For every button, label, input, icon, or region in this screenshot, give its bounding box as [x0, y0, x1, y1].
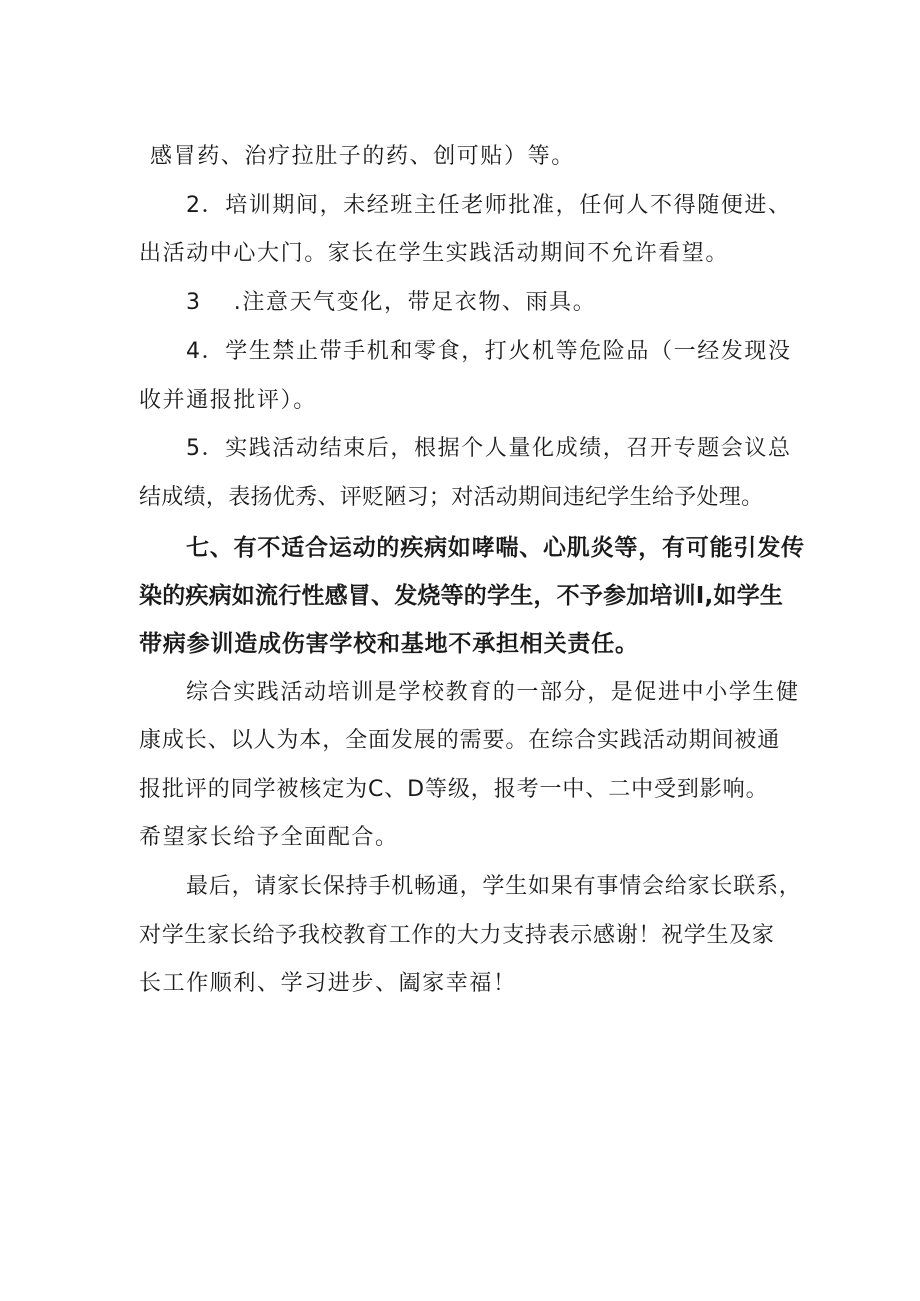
- paragraph-1-line-4: 希望家长给予全面配合。: [139, 825, 399, 850]
- list-item-3: 3 .注意天气变化，带足衣物、雨具。: [186, 290, 597, 315]
- paragraph-2-line-1: 最后，请家长保持手机畅通，学生如果有事情会给家长联系，: [186, 874, 802, 899]
- section-7-line-2: 染的疾病如流行性感冒、发烧等的学生，不予参加培训I,如学生: [139, 583, 784, 609]
- paragraph-2-line-3: 长工作顺利、学习进步、阖家幸福！: [139, 971, 517, 996]
- paragraph-1-line-2: 康成长、以人为本，全面发展的需要。在综合实践活动期间被通: [139, 728, 781, 753]
- list-item-2-line-2: 出活动中心大门。家长在学生实践活动期间不允许看望。: [139, 241, 730, 266]
- list-item-2-line-1: 2．培训期间，未经班主任老师批准，任何人不得随便进、: [186, 193, 792, 218]
- list-item-4-line-1: 4．学生禁止带手机和零食，打火机等危险品（一经发现没: [186, 339, 792, 364]
- text-line: 感冒药、治疗拉肚子的药、创可贴）等。: [150, 144, 575, 169]
- paragraph-2-line-2: 对学生家长给予我校教育工作的大力支持表示感谢！祝学生及家: [139, 923, 775, 948]
- list-item-5-line-1: 5．实践活动结束后，根据个人量化成绩，召开专题会议总: [186, 436, 792, 461]
- section-7-line-1: 七、有不适合运动的疾病如哮喘、心肌炎等，有可能引发传: [186, 535, 805, 561]
- list-item-4-line-2: 收并通报批评）。: [139, 388, 317, 413]
- section-7-line-3: 带病参训造成伤害学校和基地不承担相关责任。: [139, 631, 639, 657]
- list-item-5-line-2: 结成绩，表扬优秀、评贬陋习；对活动期间违纪学生给予处理。: [139, 485, 764, 510]
- paragraph-1-line-1: 综合实践活动培训是学校教育的一部分，是促进中小学生健: [186, 680, 800, 705]
- paragraph-1-line-3: 报批评的同学被核定为C、D等级，报考一中、二中受到影响。: [139, 777, 769, 802]
